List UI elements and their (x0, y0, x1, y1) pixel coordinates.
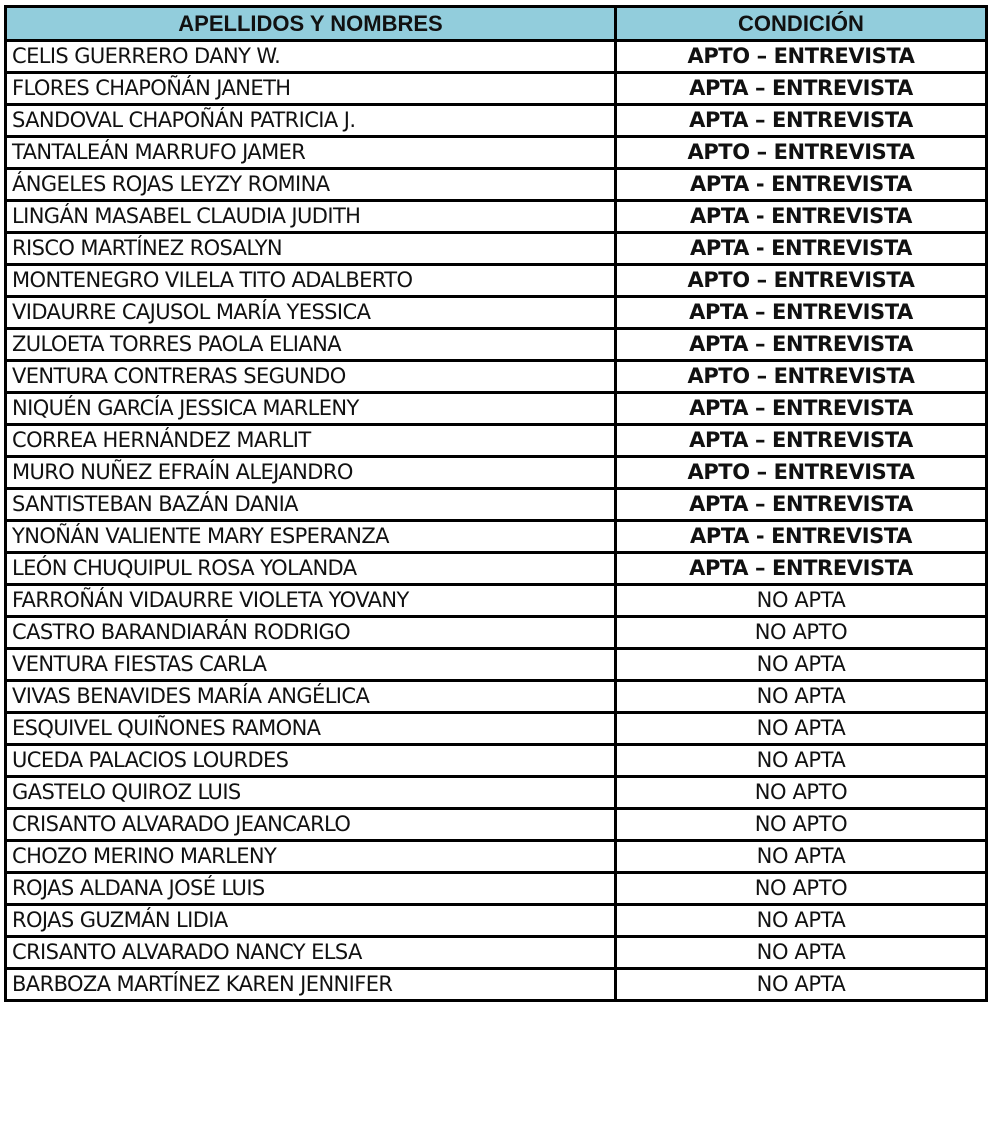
condition-cell: APTA - ENTREVISTA (616, 233, 987, 265)
condition-cell: APTO – ENTREVISTA (616, 137, 987, 169)
applicant-name-cell: VENTURA FIESTAS CARLA (6, 649, 616, 681)
table-row (6, 937, 987, 969)
column-header-condition: CONDICIÓN (616, 7, 987, 41)
applicant-name-cell: SANTISTEBAN BAZÁN DANIA (6, 489, 616, 521)
applicant-name-cell: MURO NUÑEZ EFRAÍN ALEJANDRO (6, 457, 616, 489)
table-row (6, 329, 987, 361)
condition-cell: NO APTA (616, 905, 987, 937)
table-row (6, 457, 987, 489)
condition-cell: NO APTA (616, 681, 987, 713)
condition-cell: APTA – ENTREVISTA (616, 73, 987, 105)
applicant-name-cell: CASTRO BARANDIARÁN RODRIGO (6, 617, 616, 649)
applicant-name-cell: VENTURA CONTRERAS SEGUNDO (6, 361, 616, 393)
condition-cell: APTA - ENTREVISTA (616, 201, 987, 233)
applicant-name-cell: ZULOETA TORRES PAOLA ELIANA (6, 329, 616, 361)
applicant-name-cell: CELIS GUERRERO DANY W. (6, 41, 616, 73)
table-row (6, 841, 987, 873)
applicant-name-cell: RISCO MARTÍNEZ ROSALYN (6, 233, 616, 265)
applicant-name-cell: ESQUIVEL QUIÑONES RAMONA (6, 713, 616, 745)
condition-cell: NO APTO (616, 617, 987, 649)
condition-cell: APTO – ENTREVISTA (616, 265, 987, 297)
table-row (6, 361, 987, 393)
table-row (6, 233, 987, 265)
table-row (6, 393, 987, 425)
table-row (6, 681, 987, 713)
condition-cell: NO APTO (616, 809, 987, 841)
table-row (6, 169, 987, 201)
condition-cell: APTA – ENTREVISTA (616, 489, 987, 521)
table-row (6, 873, 987, 905)
condition-cell: APTA – ENTREVISTA (616, 105, 987, 137)
condition-cell: APTO – ENTREVISTA (616, 41, 987, 73)
applicant-name-cell: VIVAS BENAVIDES MARÍA ANGÉLICA (6, 681, 616, 713)
results-table (4, 5, 988, 1002)
applicant-name-cell: CRISANTO ALVARADO NANCY ELSA (6, 937, 616, 969)
applicant-name-cell: ÁNGELES ROJAS LEYZY ROMINA (6, 169, 616, 201)
table-row (6, 105, 987, 137)
table-row (6, 137, 987, 169)
condition-cell: NO APTA (616, 649, 987, 681)
table-row (6, 617, 987, 649)
applicant-name-cell: VIDAURRE CAJUSOL MARÍA YESSICA (6, 297, 616, 329)
condition-cell: NO APTA (616, 745, 987, 777)
table-row (6, 809, 987, 841)
condition-cell: NO APTO (616, 873, 987, 905)
condition-cell: APTA – ENTREVISTA (616, 297, 987, 329)
column-header-names: APELLIDOS Y NOMBRES (6, 7, 616, 41)
table-row (6, 649, 987, 681)
condition-cell: APTA - ENTREVISTA (616, 521, 987, 553)
table-row (6, 553, 987, 585)
applicant-name-cell: CRISANTO ALVARADO JEANCARLO (6, 809, 616, 841)
applicant-name-cell: ROJAS GUZMÁN LIDIA (6, 905, 616, 937)
applicant-name-cell: TANTALEÁN MARRUFO JAMER (6, 137, 616, 169)
applicant-name-cell: BARBOZA MARTÍNEZ KAREN JENNIFER (6, 969, 616, 1001)
table-body (6, 41, 987, 1001)
applicant-name-cell: GASTELO QUIROZ LUIS (6, 777, 616, 809)
applicant-name-cell: SANDOVAL CHAPOÑÁN PATRICIA J. (6, 105, 616, 137)
condition-cell: NO APTA (616, 937, 987, 969)
table-row (6, 969, 987, 1001)
applicant-name-cell: LEÓN CHUQUIPUL ROSA YOLANDA (6, 553, 616, 585)
table-row (6, 905, 987, 937)
applicant-name-cell: YNOÑÁN VALIENTE MARY ESPERANZA (6, 521, 616, 553)
table-row (6, 777, 987, 809)
condition-cell: NO APTA (616, 841, 987, 873)
applicant-name-cell: LINGÁN MASABEL CLAUDIA JUDITH (6, 201, 616, 233)
table-row (6, 297, 987, 329)
condition-cell: APTO – ENTREVISTA (616, 457, 987, 489)
applicant-name-cell: NIQUÉN GARCÍA JESSICA MARLENY (6, 393, 616, 425)
table-row (6, 489, 987, 521)
applicant-name-cell: CORREA HERNÁNDEZ MARLIT (6, 425, 616, 457)
applicant-name-cell: MONTENEGRO VILELA TITO ADALBERTO (6, 265, 616, 297)
condition-cell: NO APTO (616, 777, 987, 809)
table-row (6, 201, 987, 233)
table-row (6, 713, 987, 745)
condition-cell: APTA – ENTREVISTA (616, 329, 987, 361)
condition-cell: APTA – ENTREVISTA (616, 553, 987, 585)
condition-cell: APTO – ENTREVISTA (616, 361, 987, 393)
applicant-name-cell: UCEDA PALACIOS LOURDES (6, 745, 616, 777)
condition-cell: NO APTA (616, 713, 987, 745)
header-row (6, 7, 987, 41)
applicant-name-cell: CHOZO MERINO MARLENY (6, 841, 616, 873)
table-row (6, 745, 987, 777)
condition-cell: NO APTA (616, 969, 987, 1001)
condition-cell: APTA – ENTREVISTA (616, 425, 987, 457)
table-row (6, 585, 987, 617)
table-row (6, 265, 987, 297)
table-row (6, 73, 987, 105)
applicant-name-cell: ROJAS ALDANA JOSÉ LUIS (6, 873, 616, 905)
condition-cell: APTA - ENTREVISTA (616, 169, 987, 201)
applicant-name-cell: FARROÑÁN VIDAURRE VIOLETA YOVANY (6, 585, 616, 617)
table-header (6, 7, 987, 41)
table-row (6, 521, 987, 553)
applicant-name-cell: FLORES CHAPOÑÁN JANETH (6, 73, 616, 105)
condition-cell: NO APTA (616, 585, 987, 617)
table-row (6, 41, 987, 73)
condition-cell: APTA – ENTREVISTA (616, 393, 987, 425)
table-row (6, 425, 987, 457)
